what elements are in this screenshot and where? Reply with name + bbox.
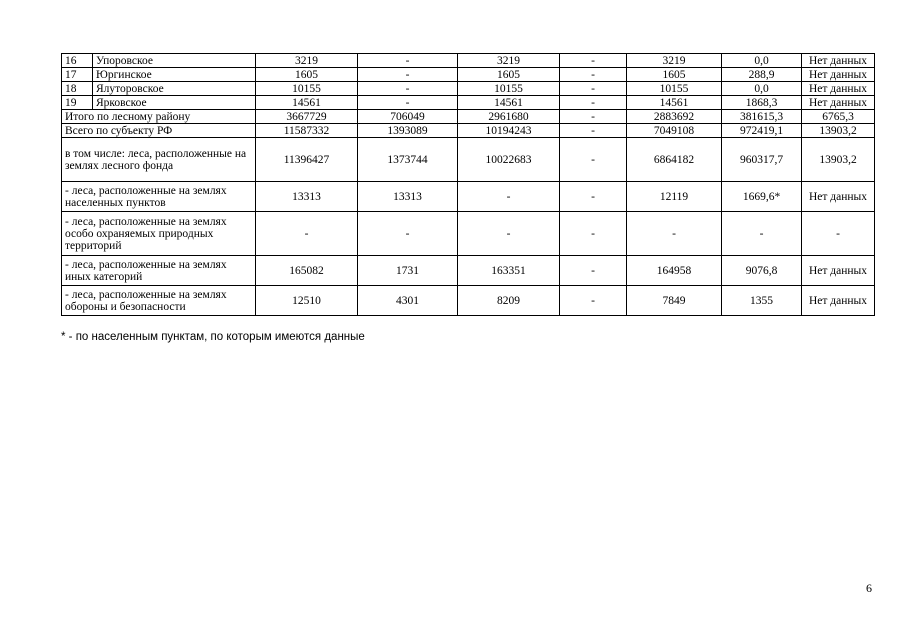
cell-c3: 8209 — [458, 286, 560, 316]
cell-c7: 13903,2 — [802, 138, 875, 182]
cell-name: Юргинское — [93, 68, 256, 82]
summary-row — [62, 182, 875, 212]
cell-c7: Нет данных — [802, 256, 875, 286]
cell-c4: - — [560, 124, 627, 138]
cell-c7: Нет данных — [802, 182, 875, 212]
cell-c7: - — [802, 212, 875, 256]
cell-c6: 1868,3 — [722, 96, 802, 110]
cell-c5: 6864182 — [627, 138, 722, 182]
cell-c2: - — [358, 54, 458, 68]
cell-c4: - — [560, 182, 627, 212]
cell-c3: 1605 — [458, 68, 560, 82]
cell-c3: 10194243 — [458, 124, 560, 138]
cell-c7: 6765,3 — [802, 110, 875, 124]
cell-name: - леса, расположенные на землях иных категорий — [62, 256, 256, 286]
cell-c7: Нет данных — [802, 96, 875, 110]
cell-c6: 0,0 — [722, 82, 802, 96]
cell-name: - леса, расположенные на землях особо охраняемых природных территорий — [62, 212, 256, 256]
cell-name: - леса, расположенные на землях населенных пунктов — [62, 182, 256, 212]
cell-c2: 1393089 — [358, 124, 458, 138]
cell-name: Ялуторовское — [93, 82, 256, 96]
cell-c1: 11587332 — [256, 124, 358, 138]
cell-c6: 0,0 — [722, 54, 802, 68]
cell-c2: 4301 — [358, 286, 458, 316]
cell-c1: 12510 — [256, 286, 358, 316]
cell-c4: - — [560, 68, 627, 82]
cell-c5: 2883692 — [627, 110, 722, 124]
cell-name: Итого по лесному району — [62, 110, 256, 124]
cell-c3: 10022683 — [458, 138, 560, 182]
cell-c4: - — [560, 54, 627, 68]
cell-num: 16 — [62, 54, 93, 68]
cell-c1: 10155 — [256, 82, 358, 96]
forest-data-table — [61, 53, 875, 316]
cell-c2: 1373744 — [358, 138, 458, 182]
cell-c7: Нет данных — [802, 54, 875, 68]
cell-c2: 1731 — [358, 256, 458, 286]
cell-c1: - — [256, 212, 358, 256]
cell-name: Всего по субъекту РФ — [62, 124, 256, 138]
summary-row — [62, 110, 875, 124]
table-row — [62, 96, 875, 110]
cell-c7: Нет данных — [802, 286, 875, 316]
cell-name: Ярковское — [93, 96, 256, 110]
cell-c5: 10155 — [627, 82, 722, 96]
cell-name: в том числе: леса, расположенные на землях лесного фонда — [62, 138, 256, 182]
cell-c6: 1669,6* — [722, 182, 802, 212]
cell-c5: - — [627, 212, 722, 256]
cell-c1: 1605 — [256, 68, 358, 82]
cell-c5: 3219 — [627, 54, 722, 68]
cell-c4: - — [560, 96, 627, 110]
summary-row — [62, 212, 875, 256]
cell-c5: 7849 — [627, 286, 722, 316]
cell-c7: Нет данных — [802, 82, 875, 96]
cell-c3: 2961680 — [458, 110, 560, 124]
cell-c2: - — [358, 82, 458, 96]
cell-num: 18 — [62, 82, 93, 96]
cell-name: - леса, расположенные на землях обороны и безопасности — [62, 286, 256, 316]
summary-row — [62, 256, 875, 286]
summary-row — [62, 286, 875, 316]
table-row — [62, 54, 875, 68]
cell-c6: 288,9 — [722, 68, 802, 82]
cell-c2: - — [358, 68, 458, 82]
cell-num: 19 — [62, 96, 93, 110]
cell-c3: 10155 — [458, 82, 560, 96]
cell-name: Упоровское — [93, 54, 256, 68]
cell-c1: 14561 — [256, 96, 358, 110]
cell-c6: 381615,3 — [722, 110, 802, 124]
cell-c1: 3219 — [256, 54, 358, 68]
cell-c2: - — [358, 212, 458, 256]
cell-c2: 706049 — [358, 110, 458, 124]
cell-c5: 164958 — [627, 256, 722, 286]
summary-row — [62, 138, 875, 182]
cell-c1: 165082 — [256, 256, 358, 286]
cell-c4: - — [560, 256, 627, 286]
cell-c4: - — [560, 110, 627, 124]
cell-c6: 9076,8 — [722, 256, 802, 286]
cell-c6: 1355 — [722, 286, 802, 316]
table-body — [62, 54, 875, 316]
cell-c7: 13903,2 — [802, 124, 875, 138]
cell-c6: 960317,7 — [722, 138, 802, 182]
cell-c3: 3219 — [458, 54, 560, 68]
cell-c6: 972419,1 — [722, 124, 802, 138]
footnote: * - по населенным пунктам, по которым имеются данные — [61, 331, 365, 343]
cell-c4: - — [560, 212, 627, 256]
cell-c2: - — [358, 96, 458, 110]
table-row — [62, 82, 875, 96]
cell-c4: - — [560, 286, 627, 316]
cell-c5: 7049108 — [627, 124, 722, 138]
cell-c5: 14561 — [627, 96, 722, 110]
cell-c2: 13313 — [358, 182, 458, 212]
cell-c5: 12119 — [627, 182, 722, 212]
summary-row — [62, 124, 875, 138]
cell-c4: - — [560, 138, 627, 182]
cell-c1: 3667729 — [256, 110, 358, 124]
cell-c1: 13313 — [256, 182, 358, 212]
cell-c4: - — [560, 82, 627, 96]
cell-c3: - — [458, 182, 560, 212]
cell-num: 17 — [62, 68, 93, 82]
cell-c7: Нет данных — [802, 68, 875, 82]
table-row — [62, 68, 875, 82]
cell-c1: 11396427 — [256, 138, 358, 182]
cell-c3: 14561 — [458, 96, 560, 110]
page-number: 6 — [866, 581, 872, 595]
cell-c3: 163351 — [458, 256, 560, 286]
cell-c6: - — [722, 212, 802, 256]
cell-c3: - — [458, 212, 560, 256]
cell-c5: 1605 — [627, 68, 722, 82]
